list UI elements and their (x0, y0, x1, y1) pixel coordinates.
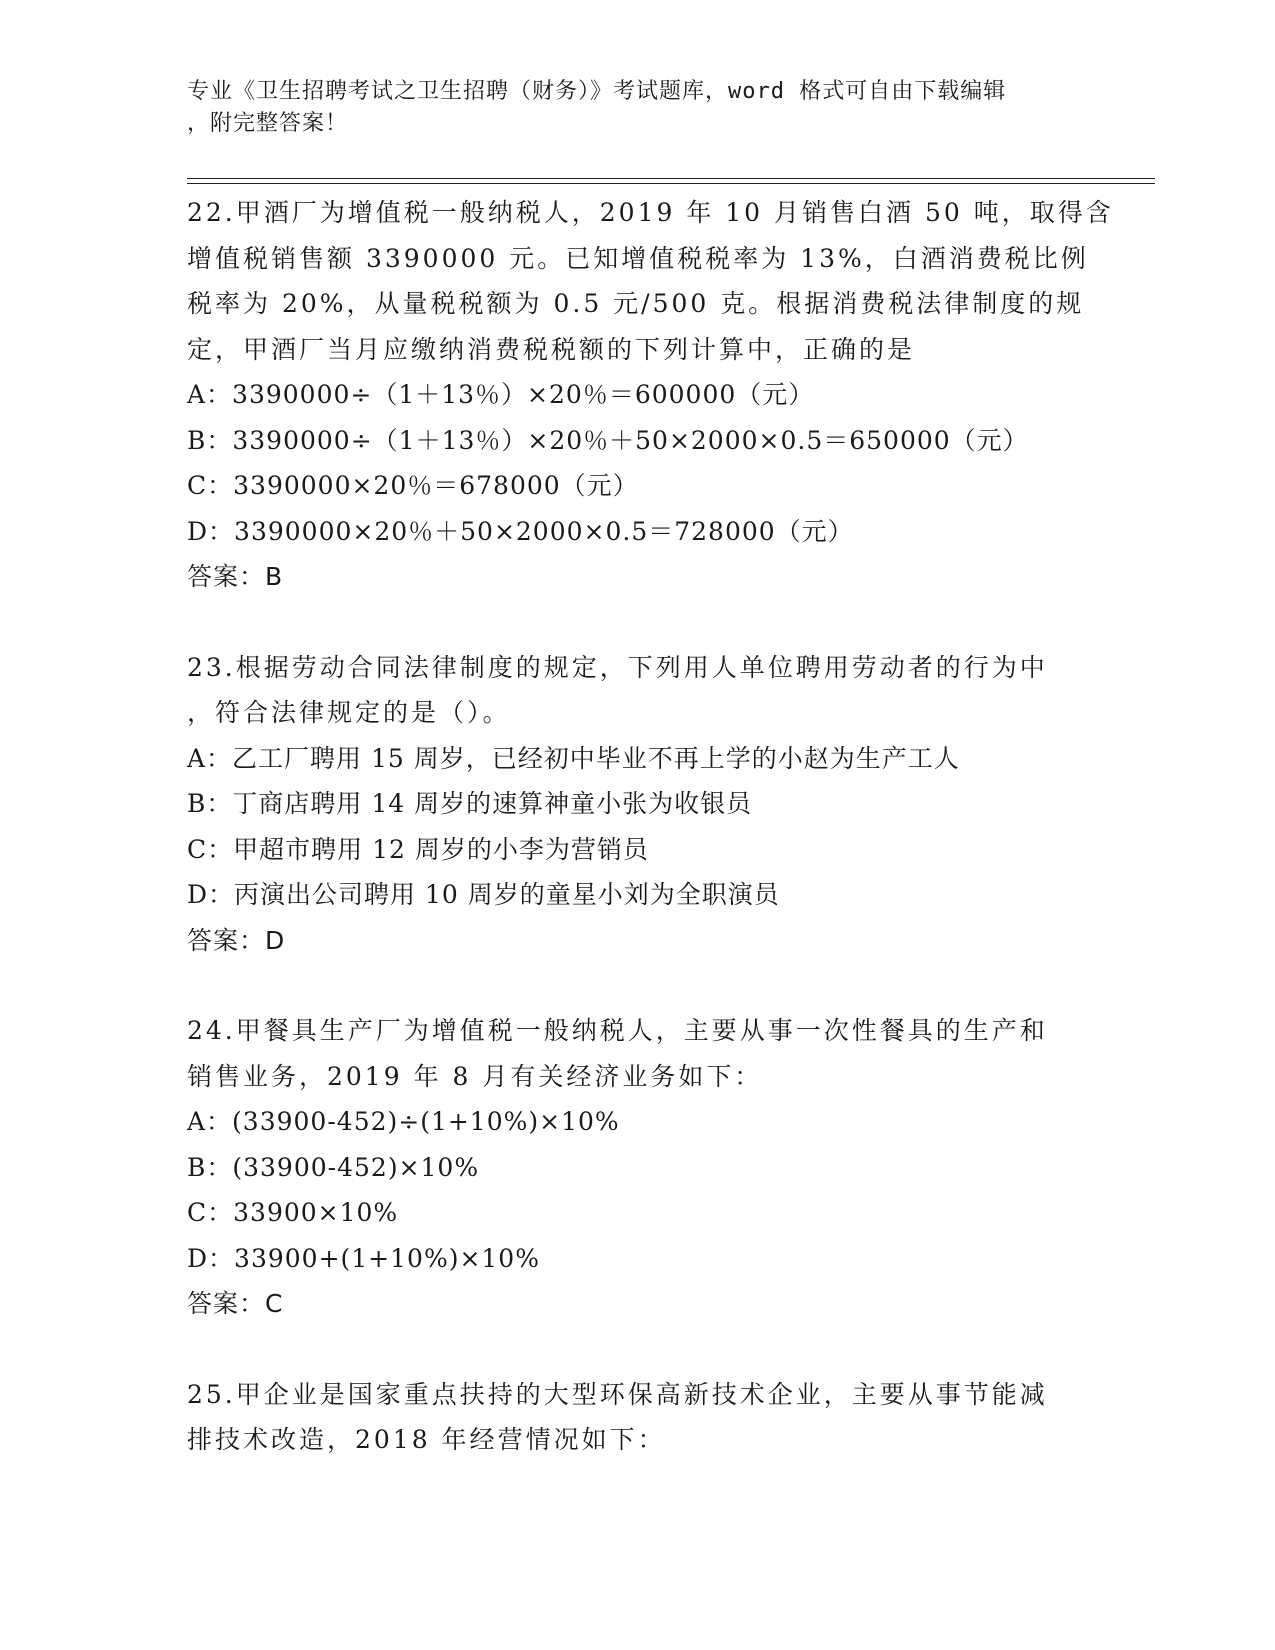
option-a: A：3390000÷（1＋13％）×20％＝600000（元） (187, 380, 815, 409)
option-d: D：3390000×20％＋50×2000×0.5＝728000（元） (187, 516, 854, 546)
question-stem-line: 排技术改造，2018 年经营情况如下： (187, 1425, 666, 1454)
header-line-2: ，附完整答案！ (187, 111, 349, 136)
header-divider-bottom (187, 183, 1155, 184)
document-header (187, 76, 1067, 140)
option-b: B：3390000÷（1＋13％）×20％＋50×2000×0.5＝650000（元） (187, 425, 1029, 455)
option-c: C：33900×10% (187, 1198, 399, 1227)
question-stem-line: 销售业务，2019 年 8 月有关经济业务如下： (187, 1061, 763, 1091)
question-23 (187, 645, 1087, 964)
question-stem-line: 24.甲餐具生产厂为增值税一般纳税人，主要从事一次性餐具的生产和 (187, 1016, 1048, 1045)
option-a: A：(33900-452)÷(1+10%)×10% (187, 1107, 620, 1136)
question-stem-line: 定，甲酒厂当月应缴纳消费税税额的下列计算中，正确的是 (187, 334, 916, 364)
option-c: C：甲超市聘用 12 周岁的小李为营销员 (187, 834, 649, 864)
question-stem-line: 22.甲酒厂为增值税一般纳税人，2019 年 10 月销售白酒 50 吨，取得含 (187, 198, 1114, 227)
option-b: B：(33900-452)×10% (187, 1152, 480, 1182)
question-stem-line: 25.甲企业是国家重点扶持的大型环保高新技术企业，主要从事节能减 (187, 1379, 1048, 1409)
answer-line: 答案：D (187, 925, 286, 955)
question-stem-line: 23.根据劳动合同法律制度的规定，下列用人单位聘用劳动者的行为中 (187, 652, 1048, 682)
option-a: A：乙工厂聘用 15 周岁，已经初中毕业不再上学的小赵为生产工人 (187, 743, 960, 773)
question-25 (187, 1372, 1087, 1463)
option-d: D：丙演出公司聘用 10 周岁的童星小刘为全职演员 (187, 880, 780, 909)
question-22 (187, 190, 1114, 600)
question-spacer (187, 1327, 1087, 1372)
header-divider-top (187, 178, 1155, 179)
option-b: B：丁商店聘用 14 周岁的速算神童小张为收银员 (187, 789, 753, 818)
answer-line: 答案：C (187, 1289, 284, 1318)
question-spacer (187, 963, 1087, 1008)
question-stem-line: 增值税销售额 3390000 元。已知增值税税率为 13%，白酒消费税比例 (187, 243, 1089, 273)
question-stem-line: 税率为 20%，从量税税额为 0.5 元/500 克。根据消费税法律制度的规 (187, 289, 1085, 318)
question-stem-line: ，符合法律规定的是（）。 (187, 698, 511, 727)
question-list (187, 190, 1114, 1463)
option-c: C：3390000×20％＝678000（元） (187, 471, 639, 500)
option-d: D：33900+(1+10%)×10% (187, 1243, 540, 1273)
answer-line: 答案：B (187, 562, 284, 591)
question-24 (187, 1008, 1087, 1327)
question-spacer (187, 600, 1087, 645)
header-line-1: 专业《卫生招聘考试之卫生招聘（财务）》考试题库，word 格式可自由下载编辑 (187, 79, 1007, 104)
